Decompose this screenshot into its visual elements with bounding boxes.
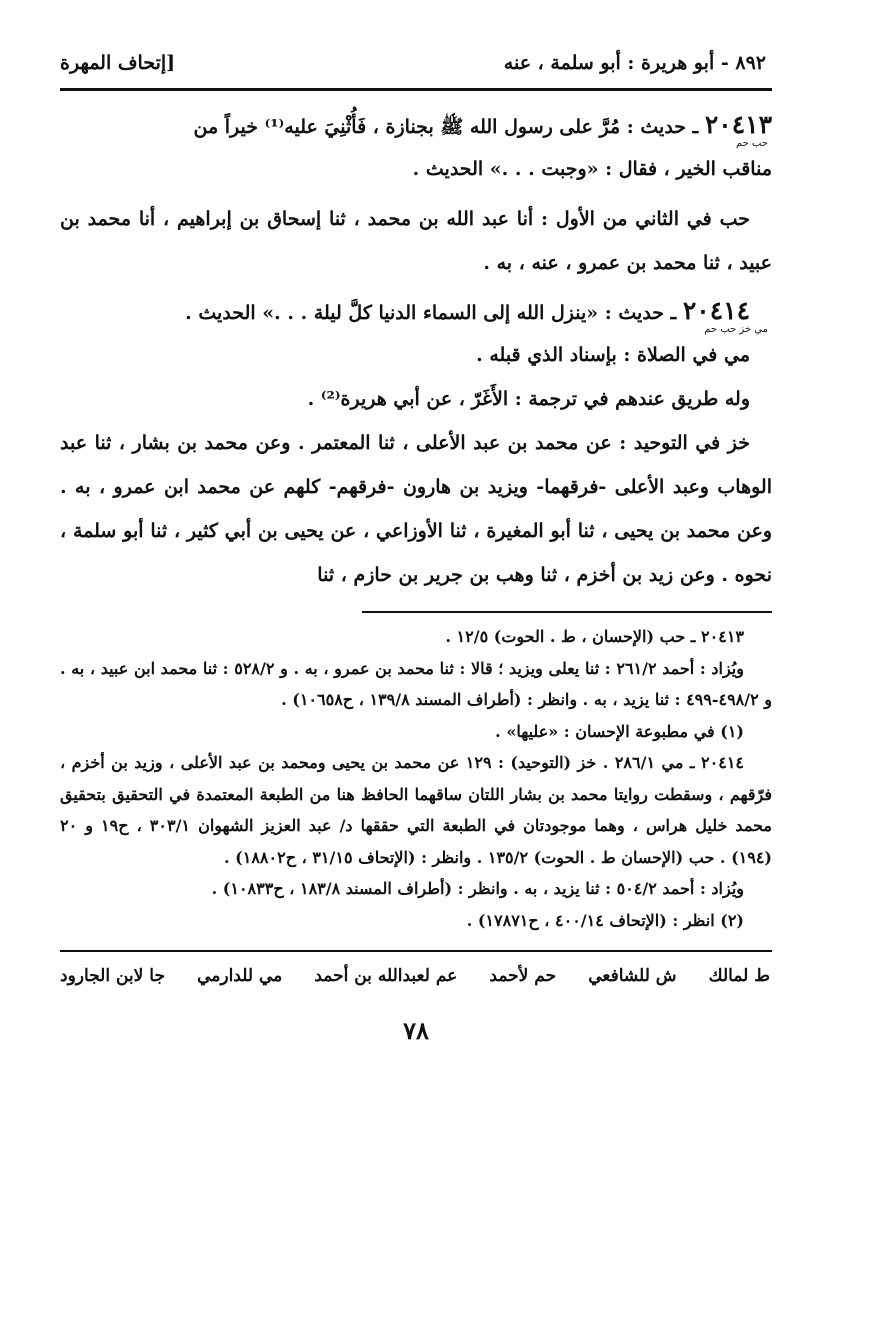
chain-paragraph: خز في التوحيد : عن محمد بن عبد الأعلى ، ثنا المعتمر . وعن محمد بن بشار ، ثنا عبد الوهاب وعبد الأعلى -فرقهما- ويزيد بن هارون -فرقهم- كلهم عن محمد ابن عمرو ، به . وعن محمد بن يحيى ، ثنا أبو المغيرة ، ثنا الأوزاعي ، عن يحيى بن أبي كثير ، ثنا أبو سلمة ، نحوه . وعن زيد بن أخزم ، ثنا وهب بن جرير بن حازم ، ثنا <box>60 432 772 586</box>
chain-paragraph: حب في الثاني من الأول : أنا عبد الله بن محمد ، ثنا إسحاق بن إبراهيم ، أنا محمد بن عبيد ، ثنا محمد بن عمرو ، عنه ، به . <box>60 208 772 274</box>
running-title: ٨٩٢ - أبو هريرة : أبو سلمة ، عنه <box>503 52 766 74</box>
book-title: [إتحاف المهرة <box>60 52 176 74</box>
abbreviation-item: مي للدارمي <box>197 966 283 986</box>
hadith-number: ٢٠٤١٤ <box>682 296 750 325</box>
page <box>60 52 772 1045</box>
footnote: (١) في مطبوعة الإحسان : «عليها» . <box>495 721 744 741</box>
abbreviation-item: ش للشافعي <box>588 966 677 986</box>
hadith-text: ـ حديث : «ينزل الله إلى السماء الدنيا كلَّ ليلة . . .» الحديث . <box>185 302 677 324</box>
abbreviation-item: ط لمالك <box>708 966 770 986</box>
hadith-number: ٢٠٤١٣ <box>704 110 772 139</box>
footnote-separator <box>362 611 772 613</box>
page-number: ٧٨ <box>403 1016 429 1045</box>
source-sigla: حب حم <box>735 138 768 149</box>
abbreviation-key <box>60 952 772 986</box>
footnote: (٢) انظر : (الإتحاف ٤٠٠/١٤ ، ح١٧٨٧١) . <box>466 910 744 930</box>
footnote: ويُزاد : أحمد ٢٦١/٢ : ثنا يعلى ويزيد ؛ قالا : ثنا محمد بن عمرو ، به . و ٥٢٨/٢ : ثنا محمد ابن عبيد ، به . و ٤٩٨/٢-٤٩٩ : ثنا يزيد ، به . وانظر : (أطراف المسند ١٣٩/٨ ، ح١٠٦٥٨) . <box>60 658 772 709</box>
chain-paragraph: وله طريق عندهم في ترجمة : الأَغَرّ ، عن أبي هريرة⁽²⁾ . <box>307 388 750 410</box>
hadith-entry-20413 <box>60 103 772 191</box>
main-text <box>60 91 772 597</box>
footnotes <box>60 621 772 936</box>
footnote: ٢٠٤١٤ ـ مي ٢٨٦/١ . خز (التوحيد) : ١٢٩ عن محمد بن يحيى ومحمد بن عبد الأعلى ، وزيد بن أخزم ، فرّقهم ، وسقطت روايتا محمد بن بشار اللتان ساقهما الحافظ هنا من الطبعة المعتمدة في التحقيق بتحقيق محمد خليل هراس ، وهما موجودتان في الطبعة التي حققها د/ عبد العزيز الشهوان ٣٠٣/١ ، ح١٩ و ٢٠ (١٩٤) . حب (الإحسان ط . الحوت) ١٣٥/٢ . وانظر : (الإتحاف ٣١/١٥ ، ح١٨٨٠٢) . <box>60 753 772 867</box>
running-header <box>60 52 772 88</box>
chain-paragraph: مي في الصلاة : بإسناد الذي قبله . <box>476 344 750 366</box>
source-sigla: مي خز حب حم <box>704 324 768 335</box>
hadith-text: ـ حديث : مُرَّ على رسول الله ﷺ بجنازة ، فَأُثْنِيَ عليه⁽¹⁾ خيراً من <box>193 116 699 138</box>
abbreviation-item: عم لعبدالله بن أحمد <box>314 966 458 986</box>
abbreviation-item: جا لابن الجارود <box>60 966 165 986</box>
hadith-text-continued: مناقب الخير ، فقال : «وجبت . . .» الحديث . <box>412 158 772 180</box>
hadith-entry-20414 <box>60 289 772 335</box>
footnote: ٢٠٤١٣ ـ حب (الإحسان ، ط . الحوت) ١٢/٥ . <box>445 627 744 646</box>
footnote: ويُزاد : أحمد ٥٠٤/٢ : ثنا يزيد ، به . وانظر : (أطراف المسند ١٨٣/٨ ، ح١٠٨٣٣) . <box>211 879 744 898</box>
abbreviation-item: حم لأحمد <box>489 966 557 986</box>
